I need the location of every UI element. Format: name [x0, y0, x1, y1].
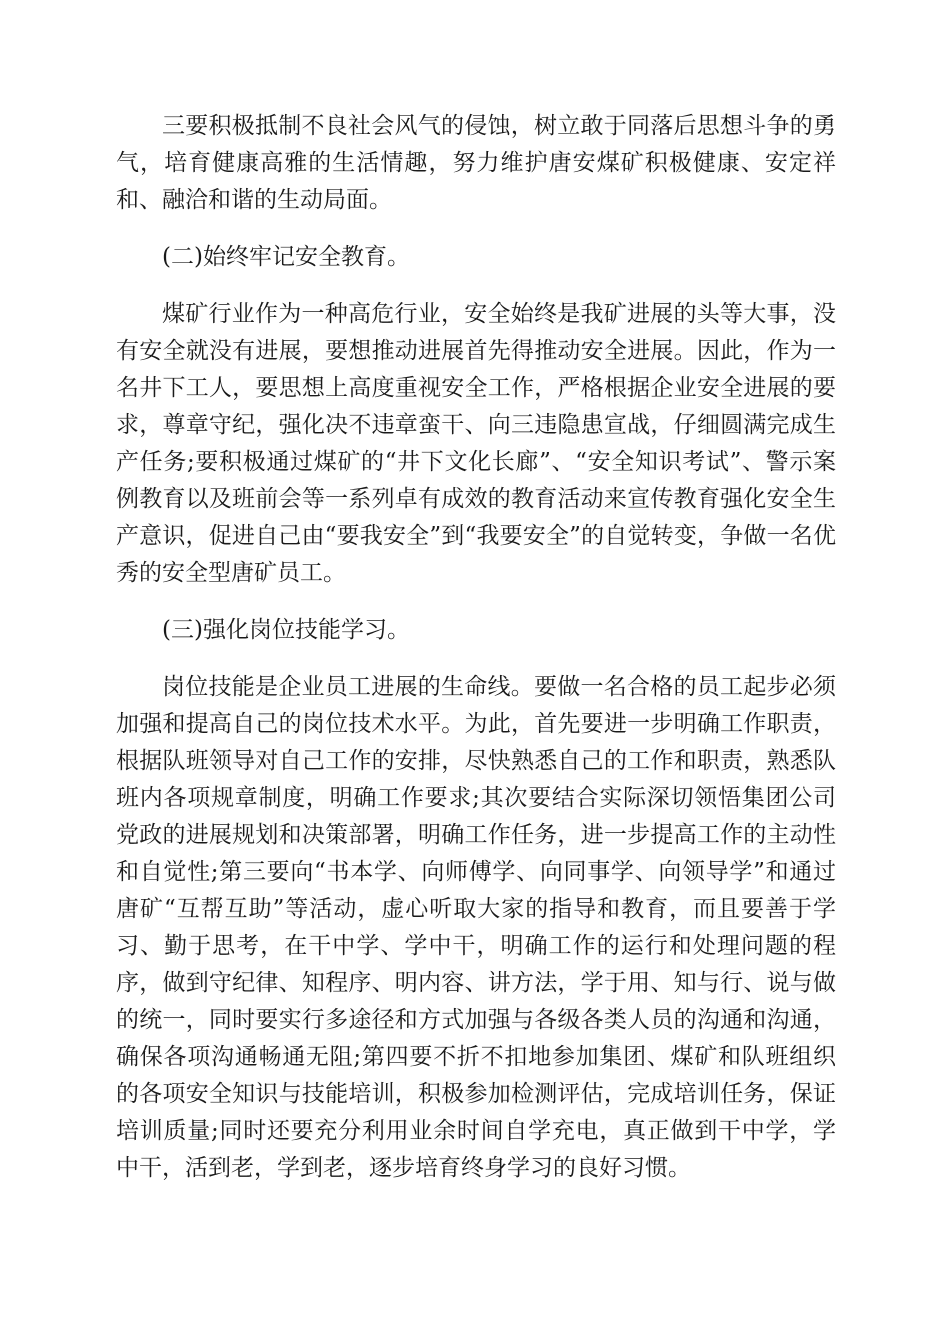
section-heading-skill-learning: (三)强化岗位技能学习。 — [162, 617, 410, 643]
document-body — [116, 108, 836, 1207]
paragraph-resist-bad-customs: 三要积极抵制不良社会风气的侵蚀，树立敢于同落后思想斗争的勇气，培育健康高雅的生活情趣，努力维护唐安煤矿积极健康、安定祥和、融洽和谐的生动局面。 — [116, 113, 836, 213]
paragraph-safety-education: 煤矿行业作为一种高危行业，安全始终是我矿进展的头等大事，没有安全就没有进展，要想推动进展首先得推动安全进展。因此，作为一名井下工人，要思想上高度重视安全工作，严格根据企业安全进展的要求，尊章守纪，强化决不违章蛮干、向三违隐患宣战，仔细圆满完成生产任务;要积极通过煤矿的“井下文化长廊”、“安全知识考试”、警示案例教育以及班前会等一系列卓有成效的教育活动来宣传教育强化安全生产意识，促进自己由“要我安全”到“我要安全”的自觉转变，争做一名优秀的安全型唐矿员工。 — [116, 301, 836, 586]
section-heading-safety-education: (二)始终牢记安全教育。 — [162, 244, 410, 270]
paragraph-skill-learning: 岗位技能是企业员工进展的生命线。要做一名合格的员工起步必须加强和提高自己的岗位技术水平。为此，首先要进一步明确工作职责，根据队班领导对自己工作的安排，尽快熟悉自己的工作和职责，熟悉队班内各项规章制度，明确工作要求;其次要结合实际深切领悟集团公司党政的进展规划和决策部署，明确工作任务，进一步提高工作的主动性和自觉性;第三要向“书本学、向师傅学、向同事学、向领导学”和通过唐矿“互帮互助”等活动，虚心听取大家的指导和教育，而且要善于学习、勤于思考，在干中学、学中干，明确工作的运行和处理问题的程序，做到守纪律、知程序、明内容、讲方法，学于用、知与行、说与做的统一，同时要实行多途径和方式加强与各级各类人员的沟通和沟通，确保各项沟通畅通无阻;第四要不折不扣地参加集团、煤矿和队班组织的各项安全知识与技能培训，积极参加检测评估，完成培训任务，保证培训质量;同时还要充分利用业余时间自学充电，真正做到干中学，学中干，活到老，学到老，逐步培育终身学习的良好习惯。 — [116, 674, 836, 1181]
